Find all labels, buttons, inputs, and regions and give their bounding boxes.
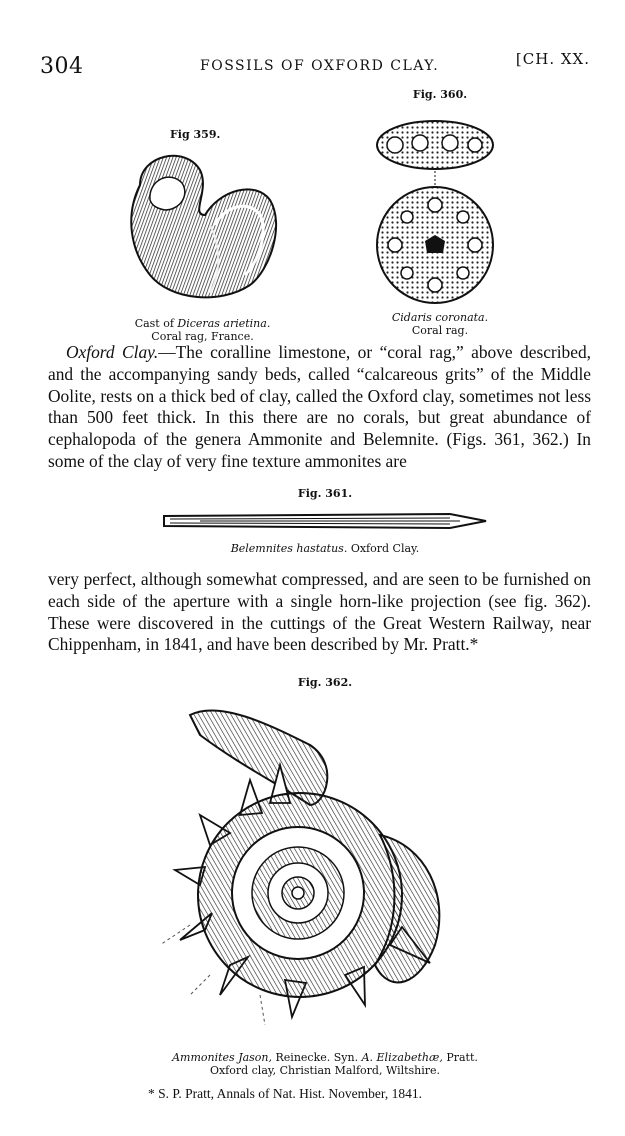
figure-360-caption <box>365 311 515 337</box>
figure-362-locality: Oxford clay, Christian Malford, Wiltshire. <box>209 1064 441 1077</box>
figure-362-synonym-author: Pratt. <box>446 1051 478 1064</box>
figure-361-species: Belemnites hastatus. <box>230 542 348 555</box>
figure-361-label: Fig. 361. <box>297 487 353 500</box>
figure-362 <box>150 676 500 1077</box>
paragraph-continued <box>48 569 591 656</box>
figure-362-caption <box>150 1051 500 1077</box>
figure-360-species: Cidaris coronata. <box>391 311 489 324</box>
figure-359-label: Fig 359. <box>170 128 221 141</box>
figure-359-locality: Coral rag, France. <box>151 330 254 343</box>
figure-359-caption <box>110 317 295 343</box>
figure-361-caption <box>160 542 490 555</box>
figure-361 <box>160 487 490 555</box>
ammonite-illustration <box>150 695 500 1045</box>
paragraph-oxford-clay <box>48 342 591 473</box>
figure-359-caption-prefix: Cast of <box>134 317 178 330</box>
figure-359 <box>110 128 295 343</box>
paragraph-1-text: —The coralline limestone, or “coral rag,” above described, and the accompanying sandy beds, called “calcareous grits” of the Middle Oolite, rests on a thick bed of clay, called the Oxford clay, sometimes not less than 500 feet thick. In this there are no corals, but great abundance of cephalopoda of the genera Ammonite and Belemnite. (Figs. 361, 362.) In some of the clay of very fine texture ammonites are <box>48 342 592 471</box>
figure-360 <box>365 88 515 337</box>
chapter-reference: [CH. XX. <box>515 50 590 68</box>
running-title: FOSSILS OF OXFORD CLAY. <box>200 58 440 74</box>
figure-359-species: Diceras arietina. <box>177 317 271 330</box>
belemnite-illustration <box>160 504 490 538</box>
figure-362-species: Ammonites Jason, <box>172 1051 273 1064</box>
paragraph-2-text: very perfect, although somewhat compressed, and are seen to be furnished on each side of the aperture with a single horn-like projection (see fig. 362). These were discovered in the cuttings of the Great Western Railway, near Chippenham, in 1841, and have been described by Mr. Pratt.* <box>48 569 591 655</box>
page-header <box>40 46 590 79</box>
figure-362-label: Fig. 362. <box>297 676 353 689</box>
figure-360-label: Fig. 360. <box>412 88 468 101</box>
figure-362-author: Reinecke. Syn. <box>275 1051 359 1064</box>
page-number: 304 <box>40 54 84 79</box>
cidaris-illustration <box>365 105 515 305</box>
diceras-illustration <box>110 145 295 303</box>
figure-361-locality: Oxford Clay. <box>350 542 420 555</box>
figure-360-locality: Coral rag. <box>411 324 469 337</box>
paragraph-lead: Oxford Clay. <box>66 342 159 362</box>
footnote: * S. P. Pratt, Annals of Nat. Hist. November, 1841. <box>148 1086 422 1101</box>
figure-362-synonym: A. Elizabethæ, <box>361 1051 443 1064</box>
